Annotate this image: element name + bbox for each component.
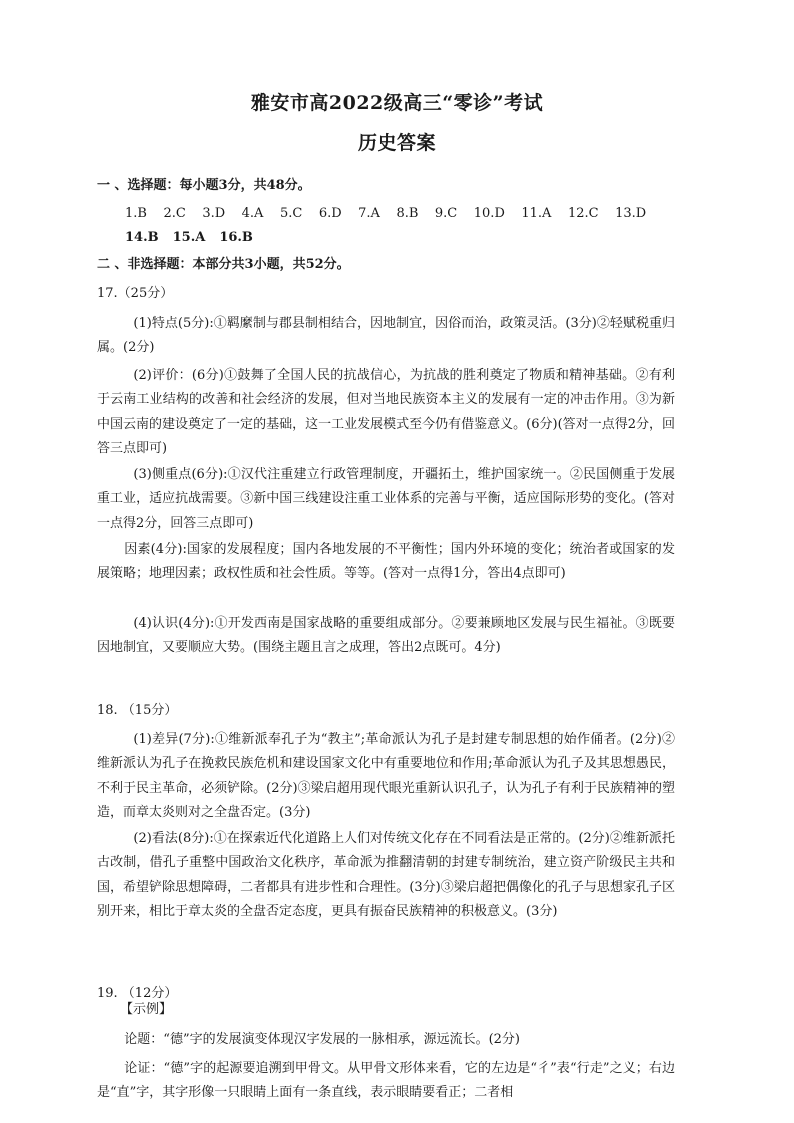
q19-thesis: 论题：“德”字的发展演变体现汉字发展的一脉相承，源远流长。(2分) — [124, 1032, 521, 1047]
example-label: 【示例】 — [120, 1002, 173, 1017]
question-18-number: 18. （15分） — [97, 703, 178, 718]
q17-part4: (4)认识(4分):①开发西南是国家战略的重要组成部分。②要兼顾地区发展与民生福祉。③既要因地制宜，又要顺应大势。(围绕主题且言之成理，答出2点既可。4分) — [97, 616, 675, 656]
answers-row2 — [125, 226, 267, 250]
answer-item: 8.B — [396, 206, 419, 221]
q17-part1: (1)特点(5分):①羁縻制与郡县制相结合，因地制宜，因俗而治，政策灵活。(3分)②轻赋税重归属。(2分) — [97, 316, 675, 356]
q19-argument: 论证：“德”字的起源要追溯到甲骨文。从甲骨文形体来看，它的左边是“彳”表“行走”之义；右边是“直”字，其字形像一只眼睛上面有一条直线，表示眼睛要看正；二者相 — [97, 1061, 675, 1101]
document-subtitle: 历史答案 — [357, 132, 436, 154]
document-title: 雅安市高2022级高三“零诊”考试 — [250, 92, 544, 114]
answer-item: 14.B — [125, 230, 159, 245]
question-17-number: 17.（25分） — [97, 286, 174, 301]
answer-item: 4.A — [241, 206, 264, 221]
q17-factors: 因素(4分):国家的发展程度；国内各地发展的不平衡性；国内外环境的变化；统治者或国家的发展策略；地理因素；政权性质和社会性质。等等。(答对一点得1分，答出4点即可) — [97, 542, 675, 582]
q17-part3: (3)侧重点(6分):①汉代注重建立行政管理制度，开疆拓土，维护国家统一。②民国侧重于发展重工业，适应抗战需要。③新中国三线建设注重工业体系的完善与平衡，适应国际形势的变化。(答对一点得2分，回答三点即可) — [97, 467, 675, 531]
answer-item: 13.D — [615, 206, 647, 221]
answer-item: 10.D — [473, 206, 505, 221]
section2-heading: 二 、非选择题：本部分共3小题，共52分。 — [97, 257, 350, 272]
answer-item: 2.C — [163, 206, 186, 221]
answer-item: 11.A — [521, 206, 552, 221]
answer-item: 3.D — [202, 206, 226, 221]
answer-item: 5.C — [279, 206, 303, 221]
q17-part2: (2)评价：(6分)①鼓舞了全国人民的抗战信心，为抗战的胜利奠定了物质和精神基础。②有利于云南工业结构的改善和社会经济的发展，但对当地民族资本主义的发展有一定的冲击作用。③为新中国云南的建设奠定了一定的基础，这一工业发展模式至今仍有借鉴意义。(6分)(答对一点得2分，回答三点即可) — [97, 368, 675, 456]
section1-heading: 一 、选择题：每小题3分，共48分。 — [97, 178, 311, 193]
answer-item: 15.A — [172, 230, 206, 245]
q18-part2: (2)看法(8分):①在探索近代化道路上人们对传统文化存在不同看法是正常的。(2分)②维新派托古改制，借孔子重整中国政治文化秩序，革命派为推翻清朝的封建专制统治，建立资产阶级民主共和国，希望铲除思想障碍，二者都具有进步性和合理性。(3分)③梁启超把偶像化的孔子与思想家孔子区别开来，相比于章太炎的全盘否定态度，更具有振奋民族精神的积极意义。(3分) — [97, 831, 675, 919]
q18-part1: (1)差异(7分):①维新派奉孔子为“教主”;革命派认为孔子是封建专制思想的始作俑者。(2分)②维新派认为孔子在挽救民族危机和建设国家文化中有重要地位和作用;革命派认为孔子及其思想愚民，不利于民主革命，必须铲除。(2分)③梁启超用现代眼光重新认识孔子，认为孔子有利于民族精神的塑造，而章太炎则对之全盘否定。(3分) — [97, 732, 675, 820]
answer-item: 12.C — [567, 206, 599, 221]
answer-item: 7.A — [358, 206, 380, 221]
answer-item: 6.D — [318, 206, 342, 221]
answer-item: 1.B — [125, 206, 147, 221]
answer-item: 16.B — [219, 230, 253, 245]
answer-item: 9.C — [434, 206, 458, 221]
answers-row1 — [125, 202, 685, 226]
question-19-number: 19. （12分） — [97, 986, 178, 1001]
